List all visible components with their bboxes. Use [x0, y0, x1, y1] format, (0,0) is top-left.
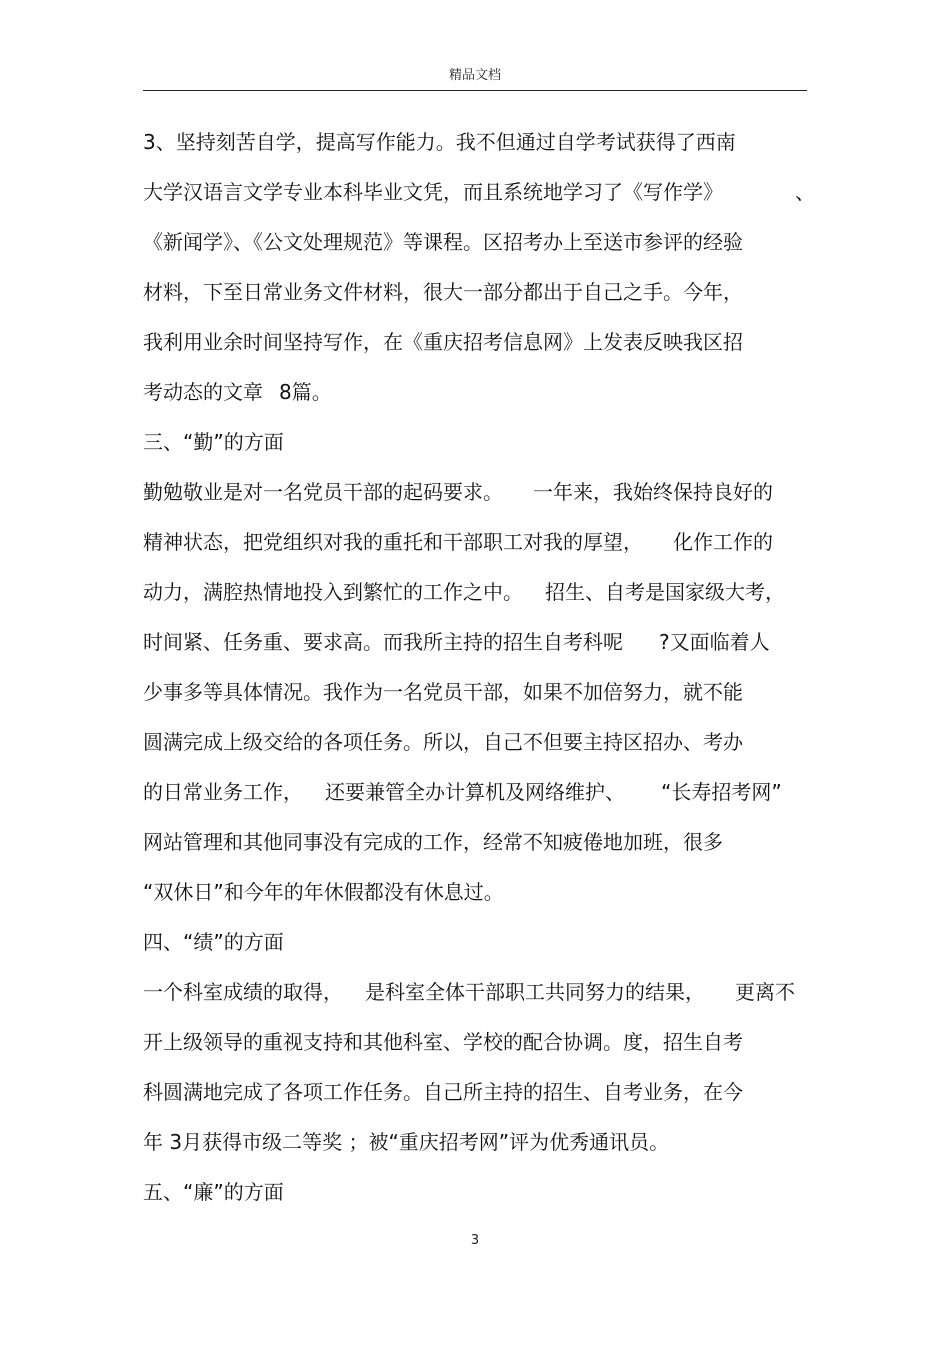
text-line — [143, 122, 807, 172]
text-span: 还要兼管全办计算机及网络维护、 — [325, 780, 625, 804]
text-span: 我利用业余时间坚持写作，在《重庆招考信息网》上发表反映我区招 — [143, 330, 743, 354]
text-line — [143, 722, 807, 772]
text-span: 时间紧、任务重、要求高。而我所主持的招生自考科呢 — [143, 630, 623, 654]
text-span: 大学汉语言文学专业本科毕业文凭，而且系统地学习了《写作学》 — [143, 180, 723, 204]
header-divider — [143, 90, 807, 91]
section-heading — [143, 1172, 807, 1222]
document-body — [143, 122, 815, 1222]
text-line — [143, 522, 807, 572]
text-span: “双休日”和今年的年休假都没有休息过。 — [143, 880, 504, 904]
text-span: 8篇。 — [279, 380, 332, 404]
text-span: 精神状态，把党组织对我的重托和干部职工对我的厚望， — [143, 530, 643, 554]
text-span: 一年来，我始终保持良好的 — [533, 480, 773, 504]
text-span: 考动态的文章 — [143, 380, 263, 404]
text-span: 三、“勤”的方面 — [143, 430, 284, 454]
section-heading — [143, 422, 807, 472]
text-span: 科圆满地完成了各项工作任务。自己所主持的招生、自考业务，在今 — [143, 1080, 743, 1104]
text-span: 3、坚持刻苦自学，提高写作能力。我不但通过自学考试获得了西南 — [143, 130, 736, 154]
text-span: 的日常业务工作， — [143, 780, 303, 804]
text-span: 是科室全体干部职工共同努力的结果， — [365, 980, 705, 1004]
text-line — [143, 172, 815, 222]
text-span: 五、“廉”的方面 — [143, 1180, 284, 1204]
text-line — [143, 1022, 807, 1072]
text-line — [143, 822, 807, 872]
text-span: ?又面临着人 — [659, 630, 770, 654]
text-line — [143, 222, 807, 272]
text-span: 一个科室成绩的取得， — [143, 980, 343, 1004]
text-span: 四、“绩”的方面 — [143, 930, 284, 954]
text-span: 少事多等具体情况。我作为一名党员干部，如果不加倍努力，就不能 — [143, 680, 743, 704]
page-number: 3 — [470, 1233, 480, 1248]
text-line — [143, 572, 807, 622]
page-header: 精品文档 — [448, 68, 501, 83]
text-span: 更离不 — [735, 980, 795, 1004]
text-line — [143, 772, 807, 822]
text-line — [143, 1122, 807, 1172]
text-line — [143, 1072, 807, 1122]
text-span: “长寿招考网” — [661, 780, 782, 804]
text-span: 材料，下至日常业务文件材料，很大一部分都出于自己之手。今年， — [143, 280, 743, 304]
text-span: 年 3月获得市级二等奖 ；被“重庆招考网”评为优秀通讯员。 — [143, 1130, 670, 1154]
text-line — [143, 972, 807, 1022]
text-span: 圆满完成上级交给的各项任务。所以，自己不但要主持区招办、考办 — [143, 730, 743, 754]
text-span: 勤勉敬业是对一名党员干部的起码要求。 — [143, 480, 503, 504]
text-span: 化作工作的 — [673, 530, 773, 554]
text-line — [143, 322, 807, 372]
text-line — [143, 672, 807, 722]
text-line — [143, 372, 807, 422]
text-span: 、 — [795, 180, 815, 204]
text-line — [143, 272, 807, 322]
text-span: 《新闻学》、《公文处理规范》等课程。区招考办上至送市参评的经验 — [143, 230, 743, 254]
text-span: 动力，满腔热情地投入到繁忙的工作之中。 — [143, 580, 523, 604]
text-span: 招生、自考是国家级大考， — [545, 580, 785, 604]
text-line — [143, 472, 807, 522]
text-span: 网站管理和其他同事没有完成的工作，经常不知疲倦地加班，很多 — [143, 830, 723, 854]
section-heading — [143, 922, 807, 972]
text-span: 开上级领导的重视支持和其他科室、学校的配合协调。度，招生自考 — [143, 1030, 743, 1054]
text-line — [143, 872, 807, 922]
text-line — [143, 622, 807, 672]
